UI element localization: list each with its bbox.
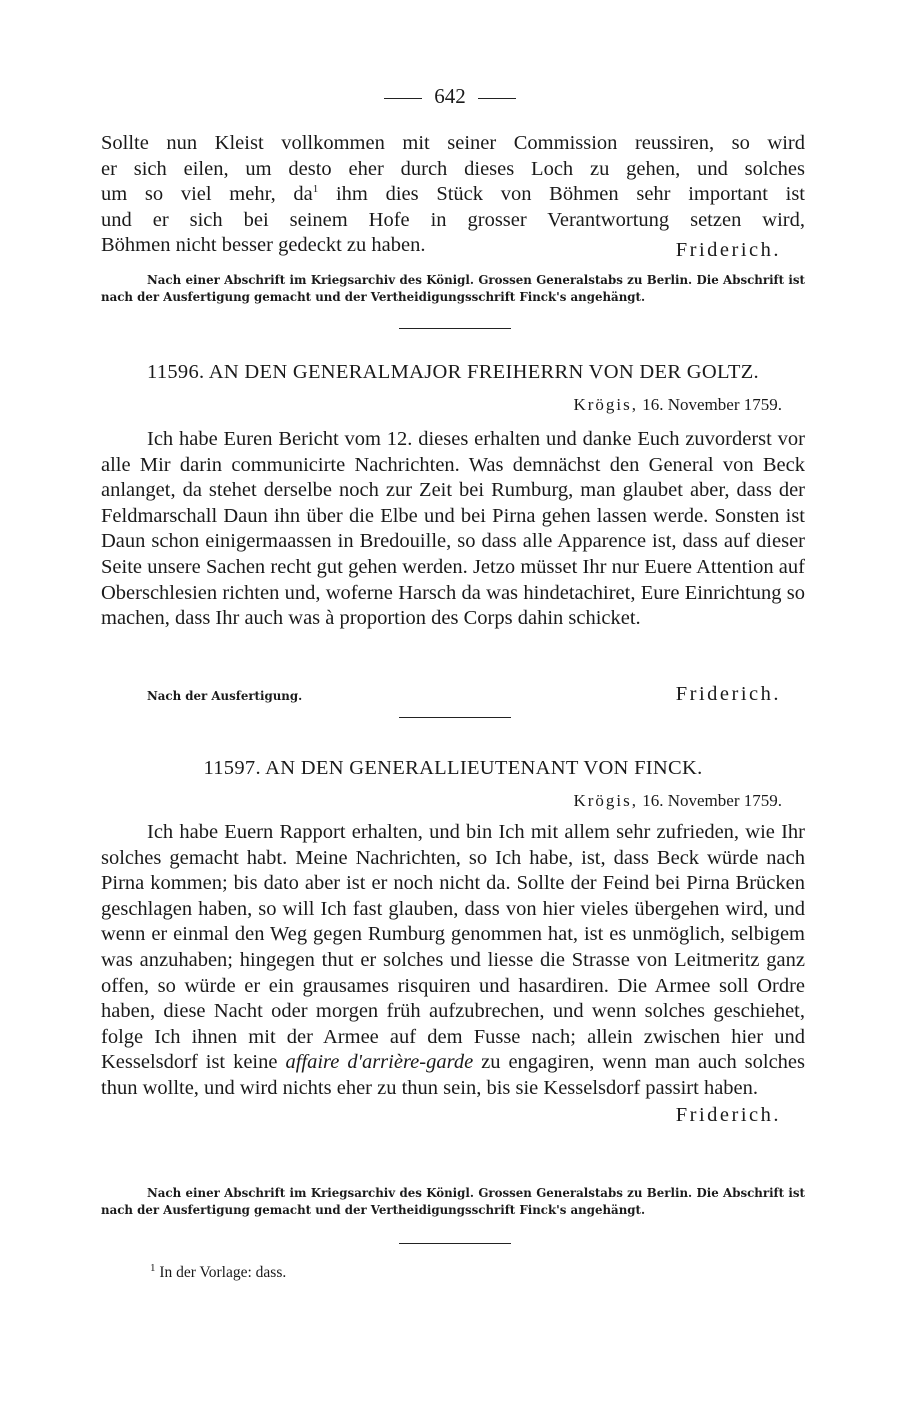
divider-3: [399, 1243, 511, 1244]
divider-2: [399, 717, 511, 718]
page-number: 642: [0, 84, 900, 109]
source-note-1: Nach einer Abschrift im Kriegsarchiv des Königl. Grossen Generalstabs zu Berlin. Die Abschrift ist nach der Ausfertigung gemacht und der Vertheidigungsschrift Finck's angehängt.: [101, 273, 805, 304]
letter-heading-11597: 11597. AN DEN GENERALLIEUTENANT VON FINCK.: [203, 757, 703, 779]
footnote-ref: 1: [312, 183, 319, 196]
signature-3: Friderich.: [675, 1103, 781, 1126]
italic-phrase: affaire d'arrière-garde: [285, 1051, 474, 1074]
letter-body-11596: Ich habe Euren Bericht vom 12. dieses erhalten und danke Euch zuvorderst vor alle Mir darin communicirte Nachrichten. Was demnächst den General von Beck anlanget, da stehet derselbe noch zur Zeit bei Rumburg, man glaubet aber, dass der Feldmarschall Daun ihn über die Elbe und bei Pirna gehen lassen werde. Sonsten ist Daun schon einigermaassen in Bredouille, so dass alle Apparence ist, dass auf dieser Seite unsere Sachen recht gut gehen werden. Jetzo müsset Ihr nur Euere Attention auf Oberschlesien richten und, woferne Harsch da was hindetachiret, Eure Einrichtung so machen, dass Ihr auch was à proportion des Corps dahin schicket.: [101, 428, 805, 630]
dateline-11596: Krögis, 16. November 1759.: [573, 395, 782, 414]
continuation-line-1: Sollte nun Kleist vollkommen mit seiner Commission reussiren, so wird: [101, 132, 805, 154]
source-note-3: Nach einer Abschrift im Kriegsarchiv des Königl. Grossen Generalstabs zu Berlin. Die Abschrift ist nach der Ausfertigung gemacht und der Vertheidigungsschrift Finck's angehängt.: [101, 1186, 805, 1217]
signature-2: Friderich.: [675, 683, 781, 705]
signature-1: Friderich.: [675, 239, 781, 262]
letter-body-11597: Ich habe Euern Rapport erhalten, und bin Ich mit allem sehr zufrieden, wie Ihr solches gemacht habt. Meine Nachrichten, so Ich habe, ist, dass Beck würde nach Pirna kommen; bis dato aber ist er noch nicht da. Sollte der Feind bei Pirna Brücken geschlagen haben, so will Ich fast glauben, dass von hier vieles übergehen wird, und wenn er einmal den Weg gegen Rumburg genommen hat, ist es unmöglich, selbigem was anzuhaben; hingegen thut er solches und liesse die Strasse von Leitmeritz ganz offen, so würde er ein grausames risquiren und hasardiren. Die Armee soll Ordre haben, diese Nacht oder morgen früh aufzubrechen, und wenn solches geschiehet, folge Ich ihnen mit der Armee auf dem Fusse nach; allein zwischen hier und Kesselsdorf ist keine affaire d'arrière-garde zu engagiren, wenn man auch solches thun wollte, und wird nichts eher zu thun sein, bis sie Kesselsdorf passirt haben. Friderich.: [101, 821, 806, 1126]
continuation-line-3: um so viel mehr, $da^1$ ihm dies Stück von Böhmen sehr important ist: [101, 183, 806, 206]
letter-heading-11596: 11596. AN DEN GENERALMAJOR FREIHERRN VON DER GOLTZ.: [147, 361, 759, 383]
dateline-11597: Krögis, 16. November 1759.: [573, 791, 782, 810]
footnote-marker: 1: [150, 1261, 156, 1274]
page-number-dash-right: [478, 98, 516, 99]
continuation-text: [101, 131, 806, 262]
continuation-last-row: [101, 233, 805, 262]
page-number-dash-left: [384, 98, 422, 99]
source-note-2: Nach der Ausfertigung.: [147, 689, 303, 703]
footnote: $^1$ In der Vorlage: dass.: [150, 1261, 287, 1281]
continuation-line-2: er sich eilen, um desto eher durch dieses Loch zu gehen, und solches: [101, 157, 805, 180]
continuation-line-5: Böhmen nicht besser gedeckt zu haben.: [101, 234, 426, 257]
continuation-line-4: und er sich bei seinem Hofe in grosser Verantwortung setzen wird,: [101, 208, 805, 231]
divider-1: [399, 328, 511, 329]
letter-footer-11596: [101, 683, 805, 706]
